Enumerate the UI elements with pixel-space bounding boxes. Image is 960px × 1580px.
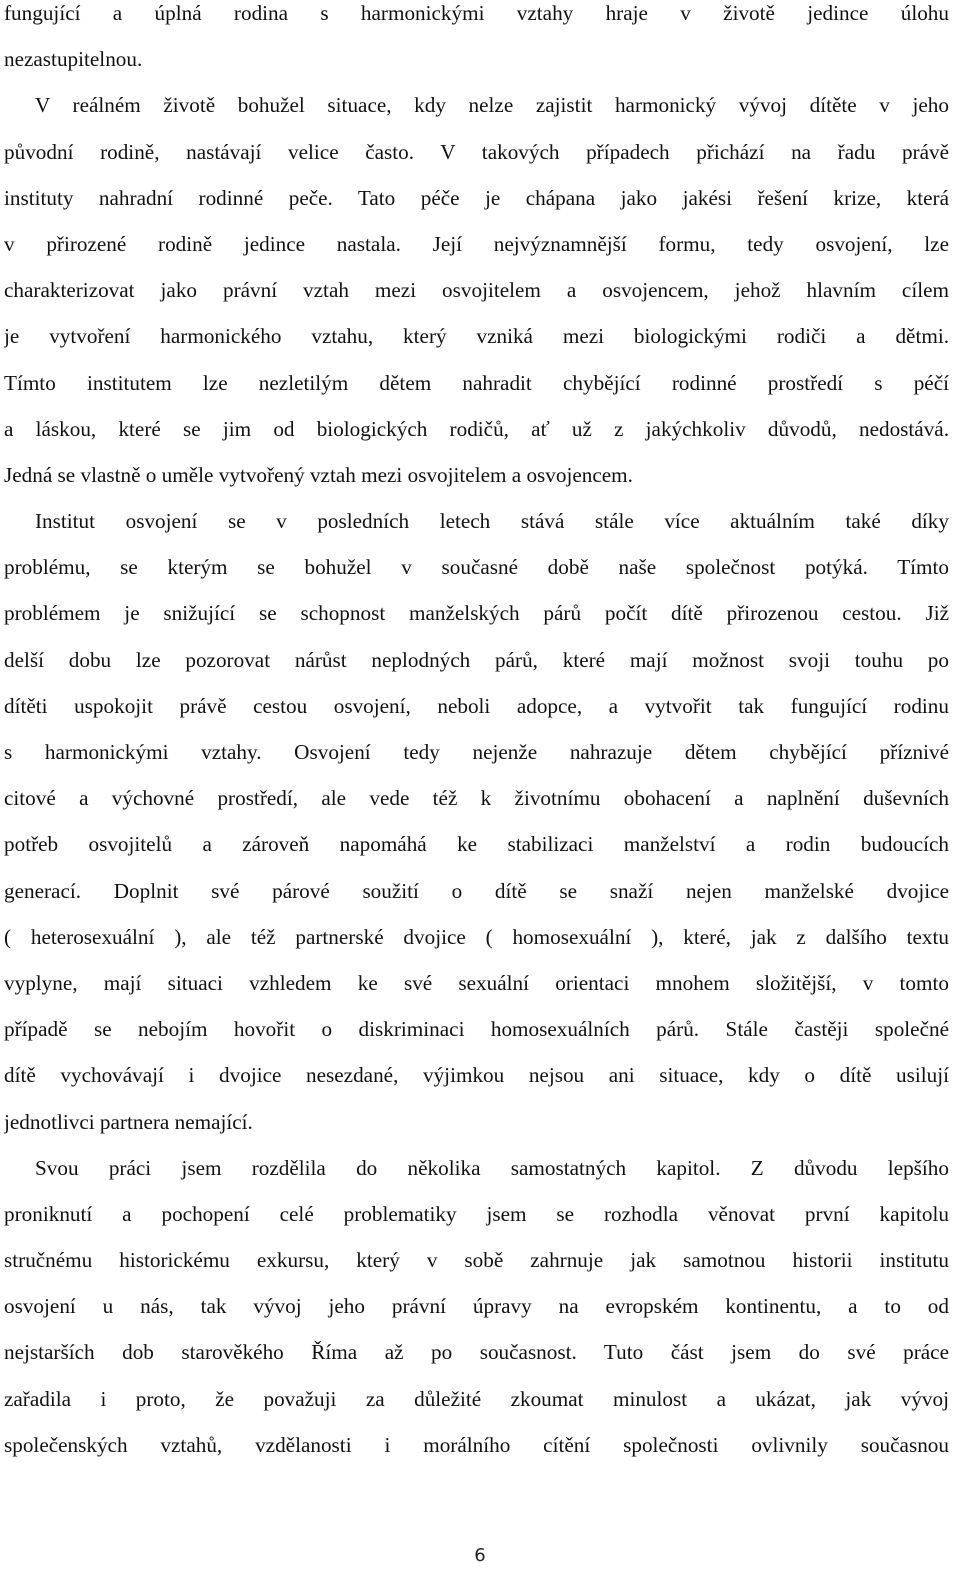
- text-line: dítěti uspokojit právě cestou osvojení, neboli adopce, a vytvořit tak fungující rodinu: [4, 693, 949, 718]
- text-line: Tímto institutem lze nezletilým dětem nahradit chybějící rodinné prostředí s péčí: [4, 370, 949, 395]
- text-line: případě se nebojím hovořit o diskriminaci homosexuálních párů. Stále častěji společné: [4, 1017, 949, 1042]
- text-line: Svou práci jsem rozdělila do několika samostatných kapitol. Z důvodu lepšího: [35, 1155, 949, 1180]
- text-line: a láskou, které se jim od biologických rodičů, ať už z jakýchkoliv důvodů, nedostává.: [4, 416, 949, 441]
- text-line: dítě vychovávají i dvojice nesezdané, výjimkou nejsou ani situace, kdy o dítě usilují: [4, 1063, 949, 1088]
- text-line: ( heterosexuální ), ale též partnerské dvojice ( homosexuální ), které, jak z dalšího textu: [4, 924, 949, 949]
- text-line: s harmonickými vztahy. Osvojení tedy nejenže nahrazuje dětem chybějící příznivé: [4, 740, 949, 764]
- page-number: 6: [474, 1545, 486, 1566]
- document-page: [4, 0, 949, 1478]
- text-line: fungující a úplná rodina s harmonickými vztahy hraje v životě jedince úlohu: [4, 1, 949, 25]
- text-line: problému, se kterým se bohužel v současné době naše společnost potýká. Tímto: [4, 555, 949, 580]
- text-line: stručnému historickému exkursu, který v sobě zahrnuje jak samotnou historii institutu: [4, 1248, 949, 1273]
- text-line: Jedná se vlastně o uměle vytvořený vztah mezi osvojitelem a osvojencem.: [4, 462, 633, 487]
- text-line: delší dobu lze pozorovat nárůst neplodných párů, které mají možnost svoji touhu po: [4, 647, 949, 672]
- text-line: v přirozené rodině jedince nastala. Její nejvýznamnější formu, tedy osvojení, lze: [4, 231, 949, 256]
- text-line: vyplyne, mají situaci vzhledem ke své sexuální orientaci mnohem složitější, v tomto: [4, 970, 949, 995]
- text-line: osvojení u nás, tak vývoj jeho právní úpravy na evropském kontinentu, a to od: [4, 1294, 949, 1319]
- text-line: instituty nahradní rodinné peče. Tato péče je chápana jako jakési řešení krize, která: [4, 185, 949, 210]
- text-line: nezastupitelnou.: [4, 47, 143, 72]
- text-line: proniknutí a pochopení celé problematiky jsem se rozhodla věnovat první kapitolu: [4, 1201, 949, 1226]
- text-line: citové a výchovné prostředí, ale vede též k životnímu obohacení a naplnění duševních: [4, 786, 949, 811]
- text-line: jednotlivci partnera nemající.: [4, 1109, 253, 1134]
- text-line: Institut osvojení se v posledních letech stává stále více aktuálním také díky: [35, 509, 949, 534]
- text-line: původní rodině, nastávají velice často. V takových případech přichází na řadu právě: [4, 139, 949, 164]
- text-line: nejstarších dob starověkého Říma až po současnost. Tuto část jsem do své práce: [4, 1340, 949, 1365]
- text-line: generací. Doplnit své párové soužití o dítě se snaží nejen manželské dvojice: [4, 878, 949, 903]
- text-line: společenských vztahů, vzdělanosti i morálního cítění společnosti ovlivnily současnou: [4, 1432, 949, 1457]
- text-line: potřeb osvojitelů a zároveň napomáhá ke stabilizaci manželství a rodin budoucích: [4, 832, 949, 857]
- text-line: V reálném životě bohužel situace, kdy nelze zajistit harmonický vývoj dítěte v jeho: [35, 93, 949, 118]
- text-line: zařadila i proto, že považuji za důležité zkoumat minulost a ukázat, jak vývoj: [4, 1386, 949, 1411]
- text-line: je vytvoření harmonického vztahu, který vzniká mezi biologickými rodiči a dětmi.: [4, 324, 949, 349]
- text-line: charakterizovat jako právní vztah mezi osvojitelem a osvojencem, jehož hlavním cílem: [4, 278, 949, 303]
- text-line: problémem je snižující se schopnost manželských párů počít dítě přirozenou cestou. Již: [4, 601, 949, 626]
